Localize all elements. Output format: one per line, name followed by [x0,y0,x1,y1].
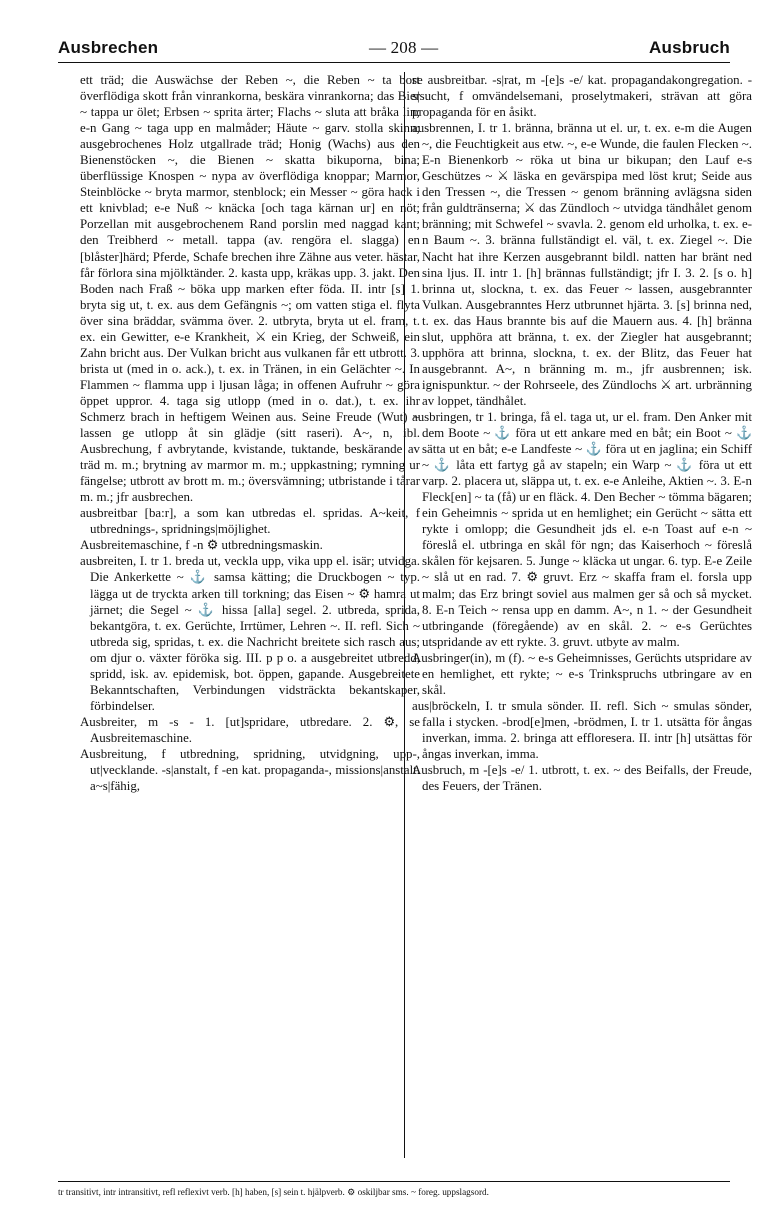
entry-ausbroeckeln: aus|bröckeln, I. tr smula sönder. II. refl. Sich ~ smulas sönder, falla i stycken. -brod[e]men, -brödmen, I. tr 1. utsätta för ångas inverkan, imma. 2. bringa att effloresera. II. intr [h] utsättas för ångas inverkan, imma. [412,698,752,761]
running-head [58,38,730,68]
entry-ausbreiter: Ausbreiter, m -s - 1. [ut]spridare, utbredare. 2. ⚙, se Ausbreitemaschine. [80,714,420,745]
header-left-word: Ausbrechen [58,38,159,57]
entry-continuation: ett träd; die Auswächse der Reben ~, die Reben ~ ta bort överflödiga skott från vinrankorna, beskära vinrankorna; das Bier ~ tappa ur ölet; Erbsen ~ sprita ärter; Flachs ~ sluta att bråka lin; e-n Gang ~ taga upp en malmåder; Häute ~ garv. stolla skinn; ausgebrochenes Holz utgallrade träd; Honig (Wachs) aus den Bienenstöcken ~, die Bienen ~ skatta bikuporna, bina; überflüssige Knospen ~ nypa av överflödiga knoppar; Marmor, Steinblöcke ~ bryta marmor, stenblock; ein Messer ~ göra hack i ett knivblad; e-e Nuß ~ knäcka [och taga kärnan ur] en nöt; Porzellan mit ausgebrochenem Rand porslin med naggad kant; den Treibherd ~ metall. tappa (av. rengöra el. slagga) en [blåster]härd; Pferde, Schafe brechen ihre Zähne aus veter. hästar, får förlora sina mjölktänder. 2. kasta upp, kräkas upp. 3. jakt. Den Boden nach Fraß ~ böka upp marken efter föda. II. intr [s] 1. bryta sig ut, t. ex. aus dem Gefängnis ~; om vatten stiga el. flyta över sina bräddar, svämma över. 2. utbryta, bryta ut el. fram, t. ex. ein Gewitter, e-e Krankheit, ⚔ ein Krieg, der Schweiß, ein Zahn bricht aus. Der Vulkan bricht aus vulkanen får ett utbrott. 3. brista ut (med in o. ack.), t. ex. in Tränen, in ein Gelächter ~. In Flammen ~ flamma upp i ljusan låga; in offenen Aufruhr ~ göra öppet uppror. 4. taga sig utlopp (med in o. dat.), t. ex. ihr Schmerz brach in heftigem Weinen aus. Seine Freude (Wut) ~ lassen ge utlopp åt sin glädje (sitt raseri). A~, n, ibl. Ausbrechung, f avbrytande, kvistande, tuktande, beskärande av träd m. m.; brytning av marmor m. m.; uppkastning; rymning ur fängelse; utbrott av brott m. m.; översvämning; utbristande i tårar m. m.; jfr ausbrechen. [80,73,420,505]
page-number: — 208 — [368,38,439,57]
header-rule [58,62,730,63]
abbreviation-footer: tr transitivt, intr intransitivt, refl reflexivt verb. [h] haben, [s] sein t. hjälpverb. ⚙ oskiljbar sms. ~ foreg. uppslagsord. [58,1187,489,1197]
column-divider [404,72,405,1158]
header-right-word: Ausbruch [649,38,730,57]
entry-ausbreitbar: ausbreitbar [ba:r], a som kan utbredas el. spridas. A~keit, f utbrednings-, spridnings|möjlighet. [80,506,420,537]
entry-ausbreitemaschine: Ausbreitemaschine, f -n ⚙ utbredningsmaskin. [80,538,323,553]
entry-ausbruch: Ausbruch, m -[e]s -e/ 1. utbrott, t. ex. ~ des Beifalls, der Freude, des Feuers, der Tränen. [412,763,752,794]
entry-ausbringer: Ausbringer(in), m (f). ~ e-s Geheimnisses, Gerüchts utspridare av en hemlighet, ett rykte; ~ e-s Trinkspruchs utbringare av en skål. [412,650,752,697]
entry-ausbreitung: Ausbreitung, f utbredning, spridning, utvidgning, upp-, ut|vecklande. -s|anstalt, f -en kat. propaganda-, missions|anstalt. a~s|fähig, [80,746,420,794]
entry-ausbrennen: ausbrennen, I. tr 1. bränna, bränna ut el. ur, t. ex. e-m die Augen ~, die Feuchtigkeit aus etw. ~, e-e Wunde, die faulen Flecken ~. E-n Bienenkorb ~ röka ut bina ur bikupan; den Lauf e-s Geschützes ~ ⚔ läska en gevärspipa med löst krut; Seide aus den Tressen ~, die Tressen ~ genom bränning avlägsna siden från guldtränserna; ⚔ das Zündloch ~ utvidga tändhålet genom bränning; mit Schwefel ~ svavla. 2. genom eld urholka, t. ex. e-n Baum ~. 3. bränna fullständigt el. väl, t. ex. Ziegel ~. Die Nacht hat ihre Kerzen ausgebrannt bildl. natten har bränt ned sina ljus. II. intr 1. [h] brännas fullständigt; jfr I. 3. 2. [s o. h] brinna ut, slockna, t. ex. das Feuer ~ lassen, ausgebrannter Vulkan. Ausgebranntes Herz utbrunnet hjärta. 3. [s] brinna ned, t. ex. das Haus brannte bis auf die Mauern aus. 4. [h] bränna slut, upphöra att bränna, t. ex. der Ziegler hat ausgebrannt; upphöra att brinna, slockna, t. ex. der Blitz, das Feuer hat ausgebrannt. A~, n bränning m. m., jfr ausbrennen; isk. ignispunktur. ~ der Rohrseele, des Zündlochs ⚔ art. urbränning av loppet, tändhålet. [412,121,752,408]
entry-ausbreiten: ausbreiten, I. tr 1. breda ut, veckla upp, vika upp el. isär; utvidga. Die Ankerkette ~ ⚓ samsa kätting; die Druckbogen ~ typ. lägga ut de tryckta arken till torkning; das Eisen ~ ⚙ hamra ut järnet; die Segel ~ ⚓ hissa [alla] segel. 2. utbreda, sprida, bekantgöra, t. ex. Gerüchte, Irrtümer, Lehren ~. II. refl. Sich ~ utbreda sig, spridas, t. ex. die Nachricht breitete sich rasch aus; om djur o. växter föröka sig. III. p p o. a ausgebreitet utbredd, spridd, isk. av. epidemisk, bot. öppen, gapande. Ausgebreitete Bekanntschaften, Verbindungen vidsträckta bekantskaper, förbindelser. [80,554,420,713]
footer-rule [58,1181,730,1182]
entry-ausbringen: ausbringen, tr 1. bringa, få el. taga ut, ur el. fram. Den Anker mit dem Boote ~ ⚓ föra ut ett ankare med en båt; ein Boot ~ ⚓ sätta ut en båt; e-e Landfeste ~ ⚓ föra ut en jaglina; ein Schiff ~ ⚓ låta ett fartyg gå av stapeln; ein Warp ~ ⚓ föra ut ett varp. 2. placera ut, släppa ut, t. ex. e-e Anleihe, Aktien ~. 3. E-n Fleck[en] ~ ta (få) ur en fläck. 4. Den Becher ~ tömma bägaren; ein Geheimnis ~ sprida ut en hemlighet; ein Gerücht ~ sätta ett rykte i omlopp; die Gesundheit jds el. e-n Toast auf e-n ~ föreslå el. utbringa en skål för ngn; das Kaiserhoch ~ föreslå skålen för kejsaren. 5. Junge ~ kläcka ut ungar. 6. typ. E-e Zeile ~ slå ut en rad. 7. ⚙ gruvt. Erz ~ skaffa fram el. forsla upp malm; das Erz bringt soviel aus malmen ger så och så mycket. 8. E-n Teich ~ rensa upp en damm. A~, n 1. ~ der Gesundheit utbringande (föregående) av en skål. 2. ~ e-s Gerüchtes utspridande av ett rykte. 3. gruvt. utbyte av malm. [412,409,752,649]
right-column [412,72,752,1158]
left-column [80,72,420,1158]
entry-continuation-right: se ausbreitbar. -s|rat, m -[e]s -e/ kat. propagandakongregation. -s|sucht, f omvändelsemani, proselytmakeri, strävan att göra propaganda för en åsikt. [412,73,752,120]
